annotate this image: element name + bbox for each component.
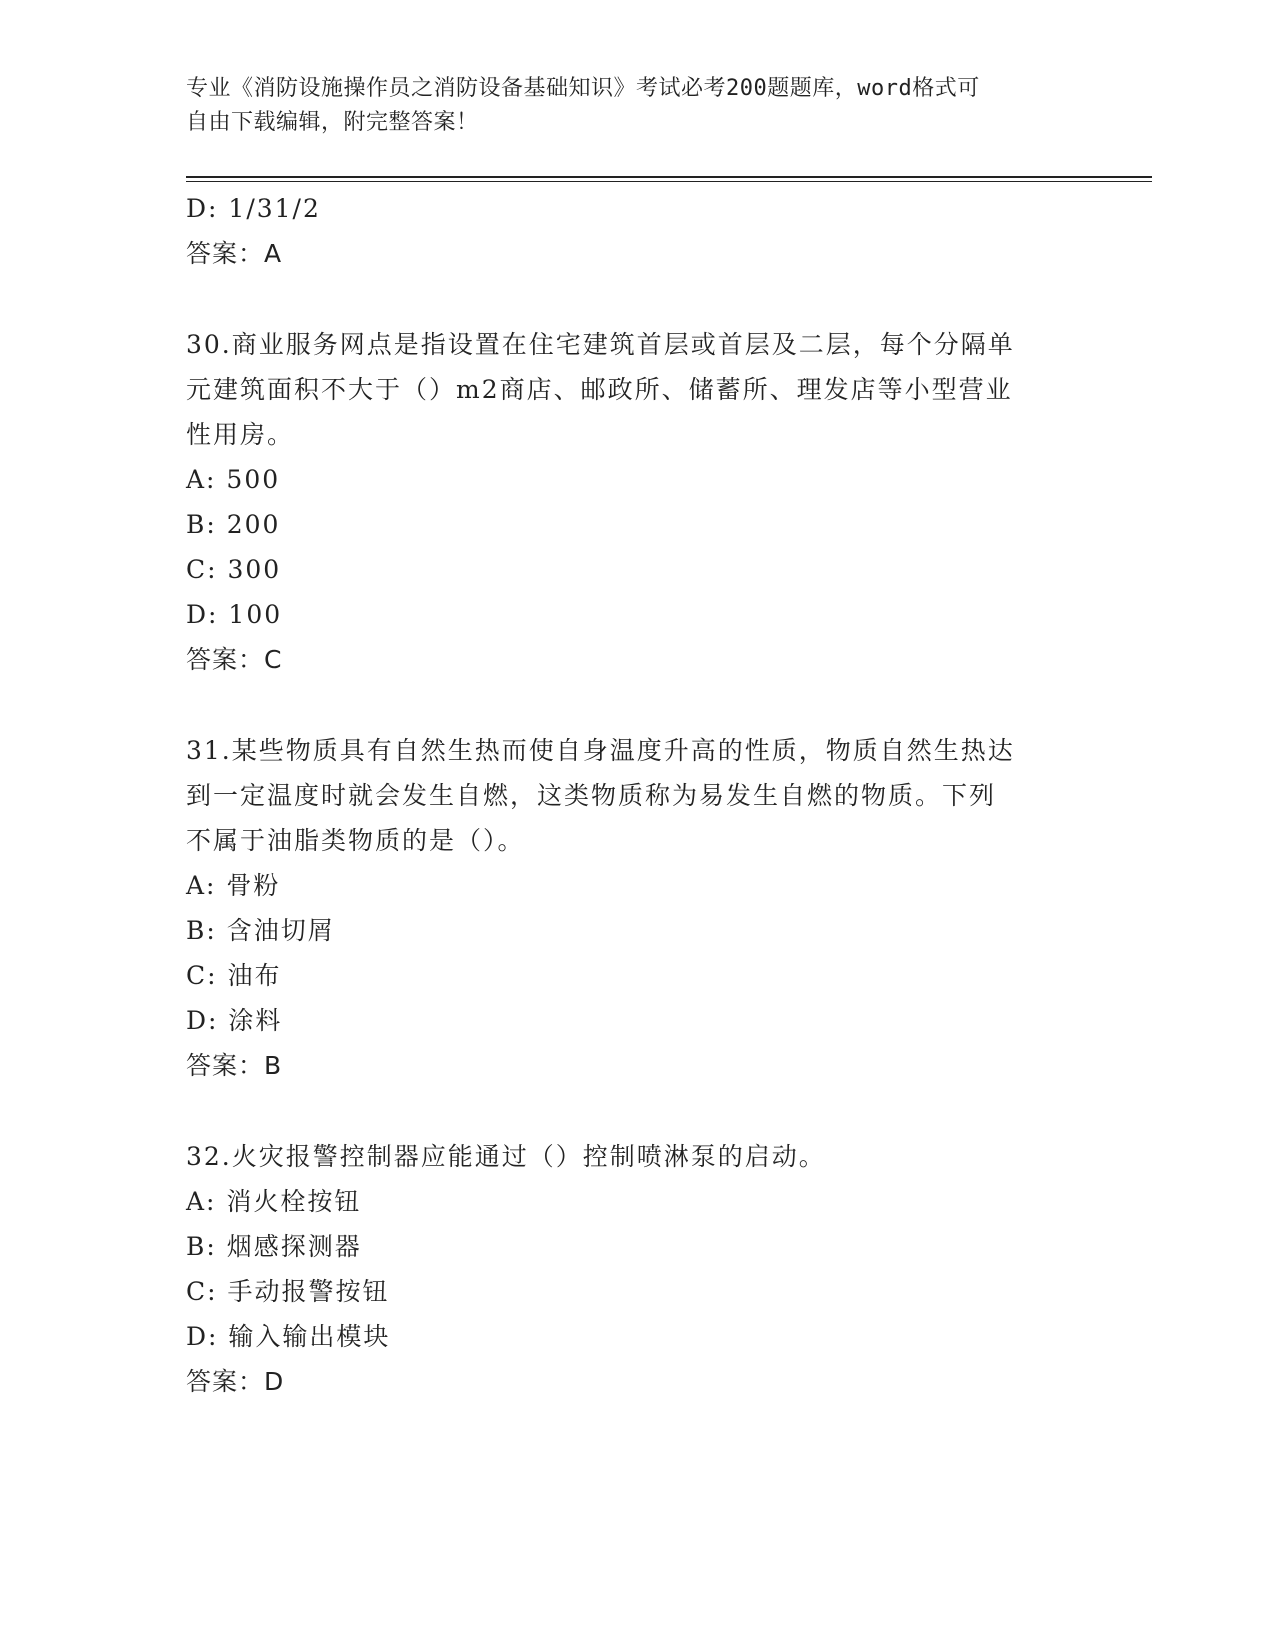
question-29-tail [186,186,1086,276]
option-c: C: 300 [186,555,282,584]
option-a: A: 消火栓按钮 [186,1187,362,1216]
header-line-2: 自由下载编辑，附完整答案！ [186,110,479,135]
question-stem-line: 32.火灾报警控制器应能通过（）控制喷淋泵的启动。 [186,1142,826,1171]
option-b: B: 含油切屑 [186,916,335,945]
answer: 答案：A [186,239,283,268]
header-line-1: 专业《消防设施操作员之消防设备基础知识》考试必考200题题库，word格式可 [186,76,980,101]
option-d: D: 涂料 [186,1006,283,1035]
question-30 [186,322,1086,682]
question-32 [186,1134,1086,1404]
question-stem-line: 31.某些物质具有自然生热而使自身温度升高的性质，物质自然生热达 [186,736,1015,765]
question-list [186,186,1086,1404]
question-stem-line: 元建筑面积不大于（）m2商店、邮政所、储蓄所、理发店等小型营业 [186,375,1013,404]
option-d: D: 1/31/2 [186,194,321,223]
question-stem-line: 到一定温度时就会发生自燃，这类物质称为易发生自燃的物质。下列 [186,781,997,810]
option-c: C: 手动报警按钮 [186,1277,390,1306]
header-divider-thick [186,176,1152,178]
answer: 答案：D [186,1367,285,1396]
answer: 答案：B [186,1051,283,1080]
question-stem-line: 性用房。 [186,420,295,449]
question-31 [186,728,1086,1088]
option-d: D: 100 [186,600,283,629]
question-stem-line: 30.商业服务网点是指设置在住宅建筑首层或首层及二层，每个分隔单 [186,330,1015,359]
option-d: D: 输入输出模块 [186,1322,391,1351]
question-stem-line: 不属于油脂类物质的是（）。 [186,826,525,855]
option-b: B: 200 [186,510,281,539]
document-header [186,72,1086,140]
header-divider-thin [186,181,1152,182]
option-c: C: 油布 [186,961,282,990]
option-b: B: 烟感探测器 [186,1232,362,1261]
answer: 答案：C [186,645,283,674]
option-a: A: 500 [186,465,281,494]
option-a: A: 骨粉 [186,871,281,900]
